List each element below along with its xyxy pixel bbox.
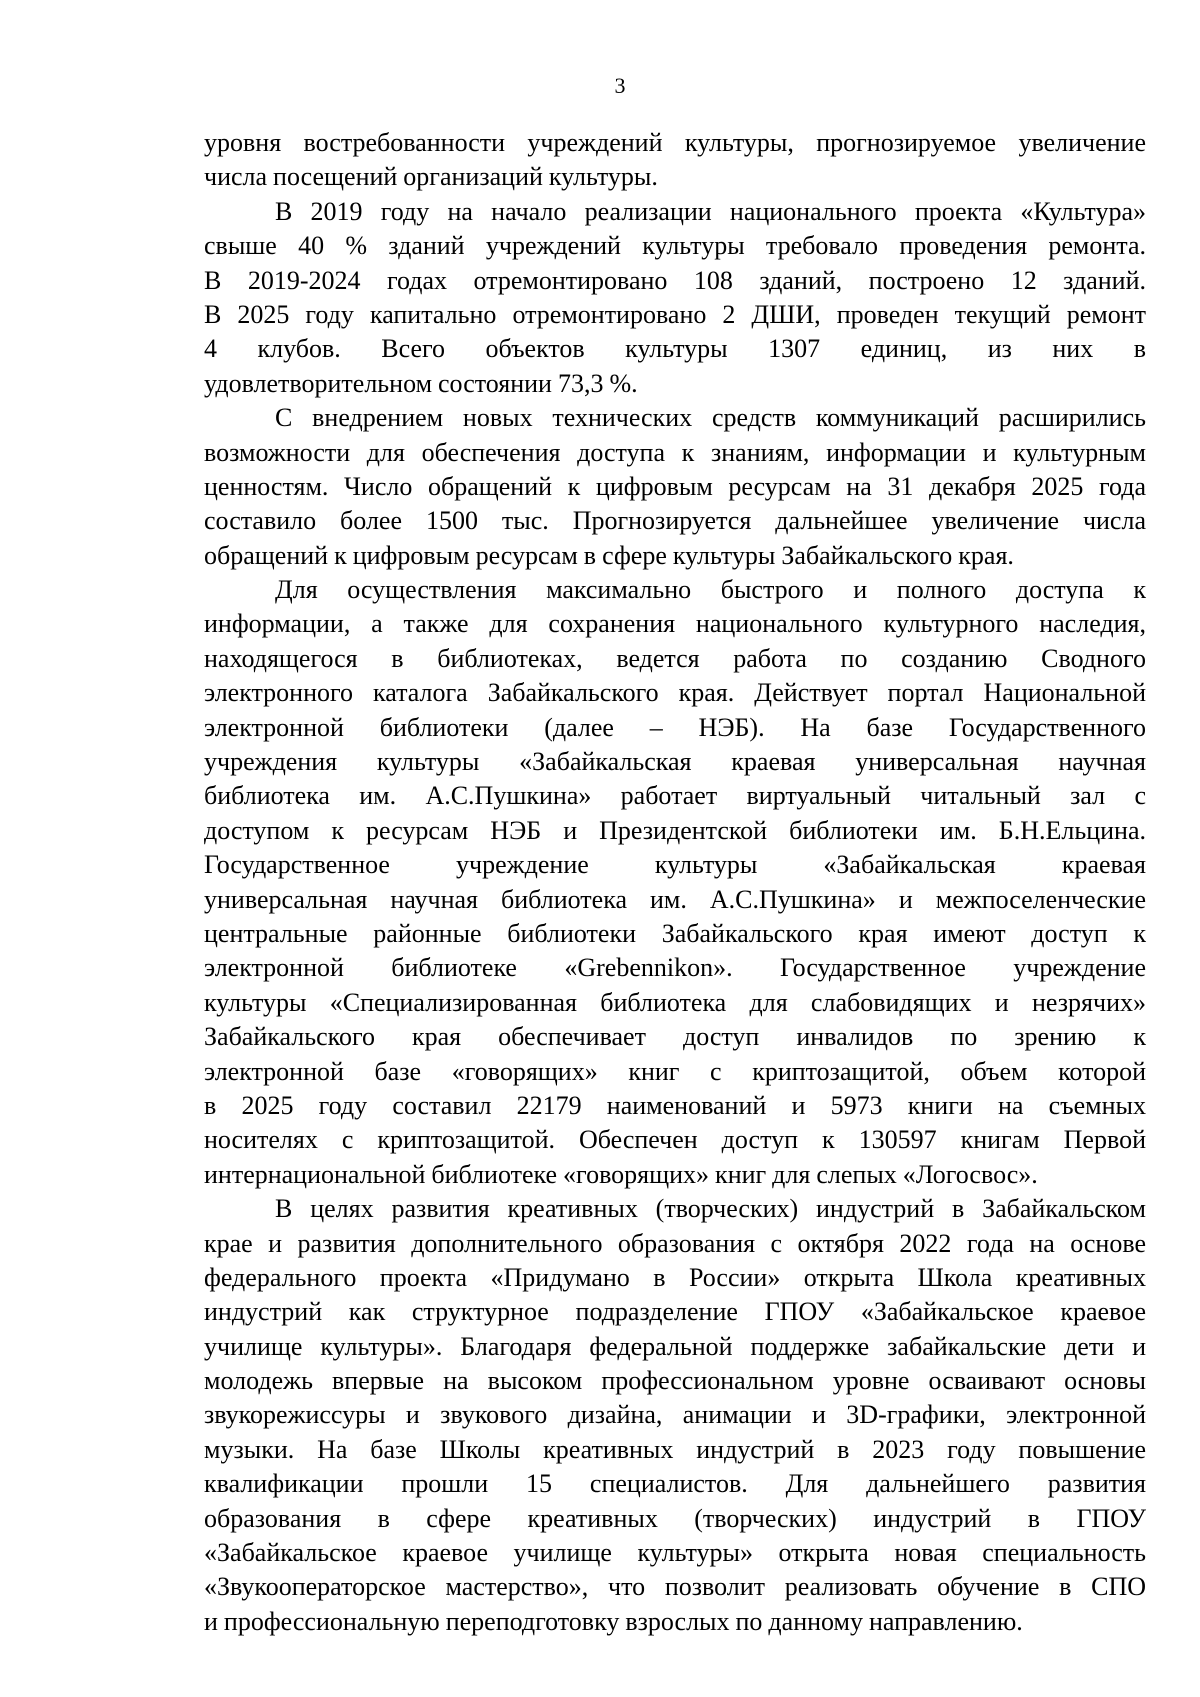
text-line: числа посещений организаций культуры.	[204, 162, 658, 192]
text-line: доступом к ресурсам НЭБ и Президентской библиотеки им. Б.Н.Ельцина.	[204, 815, 1146, 845]
text-line: Забайкальского края обеспечивает доступ инвалидов по зрению к	[204, 1022, 1146, 1052]
text-line: «Забайкальское краевое училище культуры» открыта новая специальность	[204, 1538, 1146, 1568]
text-line: универсальная научная библиотека им. А.С.Пушкина» и межпоселенческие	[204, 884, 1146, 914]
text-line: Для осуществления максимально быстрого и полного доступа к	[275, 575, 1146, 605]
text-line: Государственное учреждение культуры «Забайкальская краевая	[204, 850, 1146, 880]
text-line: культуры «Специализированная библиотека для слабовидящих и незрячих»	[204, 987, 1146, 1017]
text-line: обращений к цифровым ресурсам в сфере культуры Забайкальского края.	[204, 540, 1014, 570]
text-line: федерального проекта «Придумано в России» открыта Школа креативных	[204, 1262, 1146, 1292]
paragraph	[204, 1192, 1146, 1639]
text-line: звукорежиссуры и звукового дизайна, анимации и 3D-графики, электронной	[204, 1400, 1146, 1430]
text-line: носителях с криптозащитой. Обеспечен доступ к 130597 книгам Первой	[204, 1125, 1146, 1155]
text-line: 4 клубов. Всего объектов культуры 1307 единиц, из них в	[204, 334, 1146, 364]
text-line: музыки. На базе Школы креативных индустрий в 2023 году повышение	[204, 1434, 1146, 1464]
text-line: училище культуры». Благодаря федеральной поддержке забайкальские дети и	[204, 1331, 1146, 1361]
text-line: библиотека им. А.С.Пушкина» работает виртуальный читальный зал с	[204, 781, 1146, 811]
text-line: удовлетворительном состоянии 73,3 %.	[204, 368, 638, 398]
text-line: «Звукооператорское мастерство», что позволит реализовать обучение в СПО	[204, 1572, 1146, 1602]
text-line: интернациональной библиотеке «говорящих» книг для слепых «Логосвос».	[204, 1159, 1038, 1189]
document-body	[204, 126, 1146, 1639]
text-line: и профессиональную переподготовку взрослых по данному направлению.	[204, 1606, 1023, 1636]
text-line: составило более 1500 тыс. Прогнозируется дальнейшее увеличение числа	[204, 506, 1146, 536]
text-line: С внедрением новых технических средств коммуникаций расширились	[275, 403, 1146, 433]
text-line: электронного каталога Забайкальского края. Действует портал Национальной	[204, 678, 1146, 708]
text-line: молодежь впервые на высоком профессиональном уровне осваивают основы	[204, 1366, 1146, 1396]
text-line: возможности для обеспечения доступа к знаниям, информации и культурным	[204, 437, 1146, 467]
paragraph	[204, 573, 1146, 1192]
paragraph	[204, 195, 1146, 401]
paragraph	[204, 401, 1146, 573]
page-number: 3	[614, 73, 626, 98]
text-line: образования в сфере креативных (творческих) индустрий в ГПОУ	[204, 1503, 1146, 1533]
text-line: информации, а также для сохранения национального культурного наследия,	[204, 609, 1146, 639]
text-line: квалификации прошли 15 специалистов. Для дальнейшего развития	[204, 1469, 1146, 1499]
text-line: крае и развития дополнительного образования с октября 2022 года на основе	[204, 1228, 1146, 1258]
text-line: свыше 40 % зданий учреждений культуры требовало проведения ремонта.	[204, 231, 1146, 261]
text-line: В целях развития креативных (творческих) индустрий в Забайкальском	[275, 1194, 1146, 1224]
text-line: уровня востребованности учреждений культуры, прогнозируемое увеличение	[204, 128, 1146, 157]
text-line: центральные районные библиотеки Забайкальского края имеют доступ к	[204, 918, 1146, 948]
text-line: В 2019 году на начало реализации национального проекта «Культура»	[275, 196, 1146, 226]
text-line: в 2025 году составил 22179 наименований и 5973 книги на съемных	[204, 1090, 1146, 1120]
paragraph	[204, 126, 1146, 195]
text-line: учреждения культуры «Забайкальская краевая универсальная научная	[204, 747, 1146, 777]
text-line: электронной библиотеке «Grebennikon». Государственное учреждение	[204, 953, 1146, 983]
text-line: электронной библиотеки (далее – НЭБ). На базе Государственного	[204, 712, 1146, 742]
text-line: В 2019-2024 годах отремонтировано 108 зданий, построено 12 зданий.	[204, 265, 1146, 295]
text-line: электронной базе «говорящих» книг с криптозащитой, объем которой	[204, 1056, 1146, 1086]
text-line: В 2025 году капитально отремонтировано 2 ДШИ, проведен текущий ремонт	[204, 299, 1146, 329]
text-line: ценностям. Число обращений к цифровым ресурсам на 31 декабря 2025 года	[204, 471, 1146, 501]
text-line: находящегося в библиотеках, ведется работа по созданию Сводного	[204, 643, 1146, 673]
text-line: индустрий как структурное подразделение ГПОУ «Забайкальское краевое	[204, 1297, 1146, 1327]
